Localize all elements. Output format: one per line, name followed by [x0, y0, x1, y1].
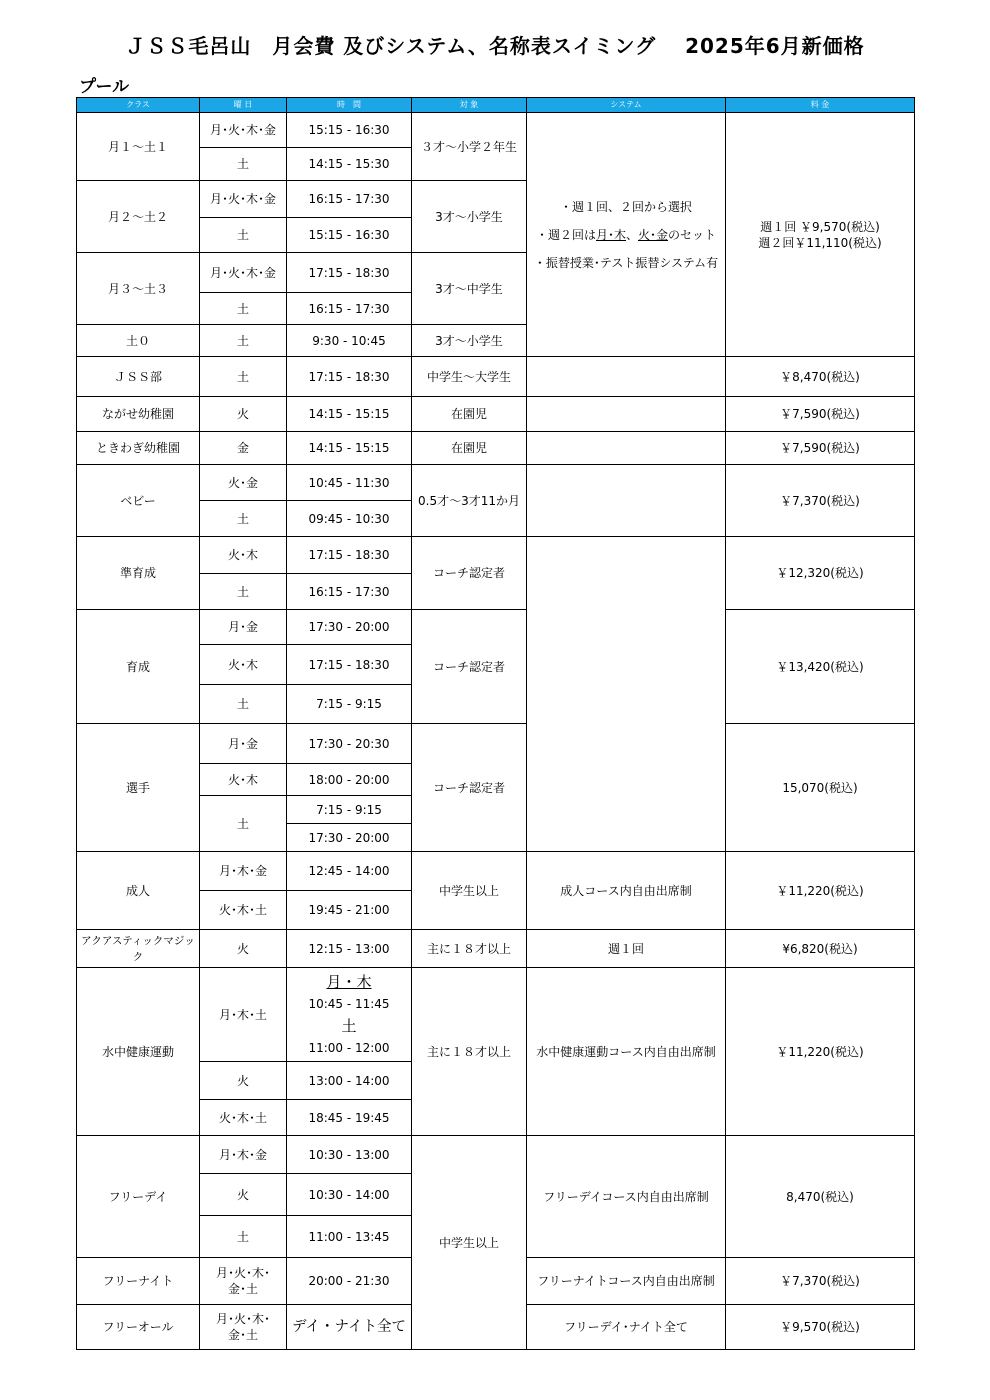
fee-cell: ￥7,590(税込): [726, 432, 915, 465]
header-system: システム: [527, 98, 726, 113]
day-cell: 月･火･木･ 金･土: [200, 1305, 287, 1350]
class-cell: ベビー: [77, 465, 200, 537]
class-cell: ながせ幼稚園: [77, 397, 200, 432]
system-line: ・振替授業･テスト振替システム有: [533, 255, 719, 270]
time-cell: 12:45 - 14:00: [287, 852, 412, 891]
system-cell: 成人コース内自由出席制: [527, 852, 726, 930]
time-cell: 17:30 - 20:00: [287, 610, 412, 645]
system-cell: フリーデイ･ナイト全て: [527, 1305, 726, 1350]
target-cell: 中学生以上: [412, 852, 527, 930]
class-cell: アクアスティックマジック: [77, 930, 200, 968]
time-cell: 17:15 - 18:30: [287, 645, 412, 685]
day-cell: 火･木: [200, 537, 287, 574]
fee-line: 週１回 ￥9,570(税込): [760, 219, 880, 234]
table-row: [77, 397, 915, 432]
table-row: [77, 852, 915, 891]
day-cell: 月･木･土: [200, 968, 287, 1062]
day-cell: 火･木･土: [200, 891, 287, 930]
fee-cell: ￥13,420(税込): [726, 610, 915, 724]
class-cell: 選手: [77, 724, 200, 852]
table-row: [77, 968, 915, 1062]
class-cell: 月３～土３: [77, 253, 200, 325]
table-row: [77, 113, 915, 148]
table-row: [77, 930, 915, 968]
fee-cell: ￥7,590(税込): [726, 397, 915, 432]
class-cell: フリーデイ: [77, 1136, 200, 1258]
time-cell: 13:00 - 14:00: [287, 1062, 412, 1100]
time-cell: 16:15 - 17:30: [287, 574, 412, 610]
time-cell: 17:15 - 18:30: [287, 537, 412, 574]
fee-cell: 15,070(税込): [726, 724, 915, 852]
system-line: ・週１回、２回から選択: [559, 199, 692, 214]
day-cell: 土: [200, 574, 287, 610]
system-cell: [527, 357, 726, 397]
system-cell: フリーデイコース内自由出席制: [527, 1136, 726, 1258]
time-value: 10:45 - 11:45: [308, 996, 390, 1011]
class-cell: 月２～土２: [77, 181, 200, 253]
target-cell: コーチ認定者: [412, 610, 527, 724]
fee-cell: ¥6,820(税込): [726, 930, 915, 968]
table-row: [77, 432, 915, 465]
system-cell: フリーナイトコース内自由出席制: [527, 1258, 726, 1305]
fee-cell: ￥7,370(税込): [726, 465, 915, 537]
time-cell: 17:30 - 20:00: [287, 824, 412, 852]
time-cell: 14:15 - 15:15: [287, 432, 412, 465]
target-cell: コーチ認定者: [412, 724, 527, 852]
time-cell: 7:15 - 9:15: [287, 685, 412, 724]
time-cell: 16:15 - 17:30: [287, 181, 412, 218]
time-cell: 17:15 - 18:30: [287, 253, 412, 293]
table-row: [77, 465, 915, 501]
fee-cell: [726, 113, 915, 357]
class-cell: 準育成: [77, 537, 200, 610]
time-cell: 18:00 - 20:00: [287, 764, 412, 796]
time-cell: 15:15 - 16:30: [287, 113, 412, 148]
fee-cell: ￥12,320(税込): [726, 537, 915, 610]
system-cell: [527, 397, 726, 432]
target-cell: 在園児: [412, 397, 527, 432]
time-cell: 7:15 - 9:15: [287, 796, 412, 824]
section-heading: プール: [79, 77, 130, 97]
fee-table: [76, 97, 915, 1350]
class-cell: ときわぎ幼稚園: [77, 432, 200, 465]
day-cell: 月･火･木･金: [200, 113, 287, 148]
class-cell: 育成: [77, 610, 200, 724]
day-cell: 土: [200, 293, 287, 325]
time-cell: 19:45 - 21:00: [287, 891, 412, 930]
fee-cell: 8,470(税込): [726, 1136, 915, 1258]
class-cell: 成人: [77, 852, 200, 930]
day-cell: 月･火･木･ 金･土: [200, 1258, 287, 1305]
header-class: クラス: [77, 98, 200, 113]
header-time: 時 間: [287, 98, 412, 113]
fee-cell: ￥9,570(税込): [726, 1305, 915, 1350]
table-row: [77, 1136, 915, 1174]
target-cell: 在園児: [412, 432, 527, 465]
target-cell: ３才～小学２年生: [412, 113, 527, 181]
header-day: 曜 日: [200, 98, 287, 113]
class-cell: ＪＳＳ部: [77, 357, 200, 397]
fee-cell: ￥7,370(税込): [726, 1258, 915, 1305]
day-cell: 火･木: [200, 645, 287, 685]
target-cell: 0.5才～3才11か月: [412, 465, 527, 537]
target-cell: コーチ認定者: [412, 537, 527, 610]
day-cell: 土: [200, 685, 287, 724]
time-cell: 16:15 - 17:30: [287, 293, 412, 325]
system-cell: [527, 432, 726, 465]
day-cell: 土: [200, 148, 287, 181]
time-cell: 14:15 - 15:15: [287, 397, 412, 432]
header-fee: 料 金: [726, 98, 915, 113]
system-cell: [527, 465, 726, 537]
time-cell: 10:30 - 14:00: [287, 1174, 412, 1216]
time-cell: 17:15 - 18:30: [287, 357, 412, 397]
day-cell: 月･火･木･金: [200, 253, 287, 293]
day-cell: 土: [200, 218, 287, 253]
day-cell: 金: [200, 432, 287, 465]
time-cell: 15:15 - 16:30: [287, 218, 412, 253]
time-cell: 18:45 - 19:45: [287, 1100, 412, 1136]
time-cell: 14:15 - 15:30: [287, 148, 412, 181]
time-cell: 17:30 - 20:30: [287, 724, 412, 764]
header-target: 対 象: [412, 98, 527, 113]
day-cell: 火: [200, 1174, 287, 1216]
day-cell: 月･火･木･金: [200, 181, 287, 218]
system-cell: 水中健康運動コース内自由出席制: [527, 968, 726, 1136]
time-cell: 20:00 - 21:30: [287, 1258, 412, 1305]
target-cell: 中学生以上: [412, 1136, 527, 1350]
fee-line: 週２回￥11,110(税込): [758, 235, 882, 250]
system-cell: 週１回: [527, 930, 726, 968]
day-cell: 月･木･金: [200, 852, 287, 891]
class-cell: 土０: [77, 325, 200, 357]
class-cell: 水中健康運動: [77, 968, 200, 1136]
fee-cell: ￥11,220(税込): [726, 968, 915, 1136]
day-cell: 土: [200, 501, 287, 537]
target-cell: 中学生～大学生: [412, 357, 527, 397]
day-cell: 火: [200, 397, 287, 432]
day-cell: 火: [200, 1062, 287, 1100]
time-cell: デイ・ナイト全て: [287, 1305, 412, 1350]
day-cell: 月･木･金: [200, 1136, 287, 1174]
day-cell: 月･金: [200, 724, 287, 764]
time-value: 11:00 - 12:00: [308, 1040, 390, 1055]
day-cell: 土: [200, 796, 287, 852]
target-cell: 3才～小学生: [412, 181, 527, 253]
time-cell: 9:30 - 10:45: [287, 325, 412, 357]
target-cell: 主に１８才以上: [412, 968, 527, 1136]
table-header-row: [77, 98, 915, 113]
day-cell: 火･木: [200, 764, 287, 796]
fee-cell: ￥11,220(税込): [726, 852, 915, 930]
day-cell: 火: [200, 930, 287, 968]
time-cell: 11:00 - 13:45: [287, 1216, 412, 1258]
time-cell: 10:30 - 13:00: [287, 1136, 412, 1174]
table-row: [77, 724, 915, 764]
class-cell: フリーナイト: [77, 1258, 200, 1305]
time-cell: 12:15 - 13:00: [287, 930, 412, 968]
time-cell: 09:45 - 10:30: [287, 501, 412, 537]
class-cell: フリーオール: [77, 1305, 200, 1350]
target-cell: 3才～小学生: [412, 325, 527, 357]
system-cell: [527, 113, 726, 357]
day-cell: 火･木･土: [200, 1100, 287, 1136]
system-cell: [527, 537, 726, 852]
system-line: ・週２回は月･木、火･金のセット: [535, 227, 717, 242]
time-day-label: 月・木: [326, 972, 372, 991]
day-cell: 土: [200, 1216, 287, 1258]
time-cell: 10:45 - 11:30: [287, 465, 412, 501]
table-row: [77, 537, 915, 574]
time-day-label: 土: [341, 1016, 357, 1035]
page-title: ＪＳＳ毛呂山 月会費 及びシステム、名称表スイミング 2025年6月新価格: [125, 34, 865, 58]
day-cell: 土: [200, 357, 287, 397]
time-cell: [287, 968, 412, 1062]
table-row: [77, 357, 915, 397]
fee-cell: ￥8,470(税込): [726, 357, 915, 397]
class-cell: 月１～土１: [77, 113, 200, 181]
day-cell: 土: [200, 325, 287, 357]
target-cell: 3才～中学生: [412, 253, 527, 325]
target-cell: 主に１８才以上: [412, 930, 527, 968]
table-row: [77, 610, 915, 645]
day-cell: 火･金: [200, 465, 287, 501]
day-cell: 月･金: [200, 610, 287, 645]
